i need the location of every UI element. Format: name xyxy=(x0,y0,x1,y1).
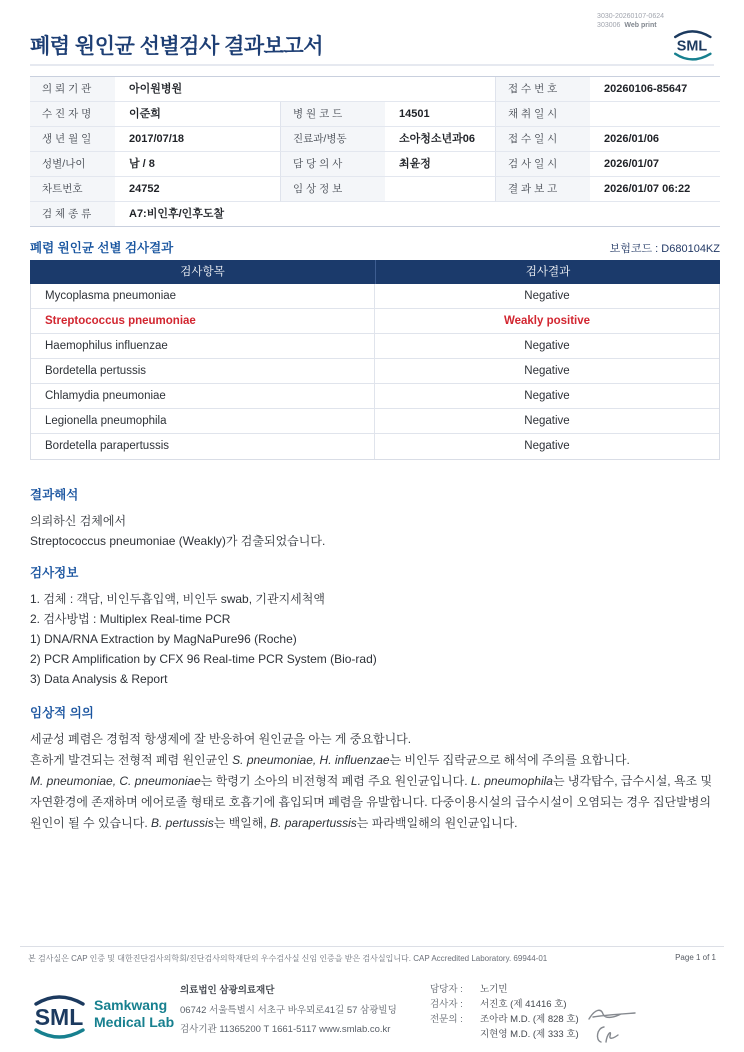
test-result: Negative xyxy=(524,290,570,302)
test-info-line: 1) DNA/RNA Extraction by MagNaPure96 (Roche) xyxy=(30,632,297,646)
staff-role: 검사자 : xyxy=(430,999,463,1010)
test-info-line: 2. 검사방법 : Multiplex Real-time PCR xyxy=(30,612,231,626)
table-row xyxy=(31,434,719,459)
label-test-datetime: 검 사 일 시 xyxy=(495,152,590,177)
staff-name: 노기민 xyxy=(480,984,508,995)
document-number xyxy=(597,12,664,30)
label-dept-ward: 진료과/병동 xyxy=(280,127,385,152)
test-item: Streptococcus pneumoniae xyxy=(31,309,375,333)
signature-icon xyxy=(592,1024,622,1046)
lab-name xyxy=(94,997,174,1031)
table-row-positive xyxy=(31,309,719,334)
test-result: Negative xyxy=(524,340,570,352)
clinical-significance-heading: 임상적 의의 xyxy=(30,706,94,720)
label-requesting-org: 의 뢰 기 관 xyxy=(30,77,115,102)
results-table-header xyxy=(30,260,720,284)
document-number-line1: 3030-20260107-0624 xyxy=(597,13,664,20)
test-result: Negative xyxy=(524,415,570,427)
table-row xyxy=(31,359,719,384)
accreditation-text: 본 검사실은 CAP 인증 및 대한진단검사의학회/진단검사의학재단의 우수검사실 신임 인증을 받은 검사실입니다. CAP Accredited Laboratory. 69944-01 xyxy=(28,954,548,963)
label-clinical-info: 임 상 정 보 xyxy=(280,177,385,202)
value-birth-date: 2017/07/18 xyxy=(115,127,280,152)
svg-text:SML: SML xyxy=(34,1004,84,1030)
label-gender-age: 성별/나이 xyxy=(30,152,115,177)
value-patient-name: 이준희 xyxy=(115,102,280,127)
test-item: Haemophilus influenzae xyxy=(31,334,375,358)
test-item: Chlamydia pneumoniae xyxy=(31,384,375,408)
sml-footer-logo-icon xyxy=(28,992,90,1044)
staff-name: 서진호 (제 41416 호) xyxy=(480,999,567,1010)
label-chart-no: 차트번호 xyxy=(30,177,115,202)
test-info-section xyxy=(30,563,720,689)
column-header-test-result: 검사결과 xyxy=(375,260,720,284)
clinical-significance-section xyxy=(30,703,720,834)
results-section-title: 폐렴 원인균 선별 검사결과 xyxy=(30,241,174,255)
test-item: Bordetella parapertussis xyxy=(31,434,375,459)
test-result: Weakly positive xyxy=(503,315,591,327)
interpretation-line: 의뢰하신 검체에서 xyxy=(30,514,127,528)
value-receipt-datetime: 2026/01/06 xyxy=(590,127,720,152)
value-chart-no: 24752 xyxy=(115,177,280,202)
value-requesting-org: 아이원병원 xyxy=(115,77,495,102)
clinical-paragraph: M. pneumoniae, C. pneumoniae는 학령기 소아의 비전형적 폐렴 주요 원인균입니다. L. pneumophila는 냉각탑수, 급수시설, 욕조 및 자연환경에 존재하며 에어로졸 형태로 호흡기에 흡입되며 폐렴을 유발합니다. 다중이용시설의 급수시설이 오염되는 경우 집단발병의 원인이 될 수 있습니다. B. pertussis는 백일해, B. parapertussis는 파라백일해의 원인균입니다. xyxy=(30,774,713,830)
organization-address: 06742 서울특별시 서초구 바우뫼로41길 57 삼광빌딩 xyxy=(180,1005,397,1016)
insurance-code: 보험코드 : D680104KZ xyxy=(609,243,720,255)
table-row xyxy=(31,409,719,434)
label-collect-datetime: 채 취 일 시 xyxy=(495,102,590,127)
column-header-test-item: 검사항목 xyxy=(180,266,225,278)
table-row xyxy=(31,334,719,359)
value-test-datetime: 2026/01/07 xyxy=(590,152,720,177)
sml-logo-icon xyxy=(668,26,716,64)
result-interpretation-heading: 결과해석 xyxy=(30,488,79,502)
test-item: Mycoplasma pneumoniae xyxy=(31,284,375,308)
page-number: Page 1 of 1 xyxy=(675,953,716,962)
table-row xyxy=(31,284,719,309)
label-patient-name: 수 진 자 명 xyxy=(30,102,115,127)
clinical-paragraph: 흔하게 발견되는 전형적 폐렴 원인균인 S. pneumoniae, H. influenzae는 비인두 집락균으로 해석에 주의를 요합니다. xyxy=(30,753,630,767)
signature-icon xyxy=(585,1005,641,1025)
organization-block xyxy=(180,982,420,1040)
web-print-label: Web print xyxy=(624,22,657,29)
svg-text:SML: SML xyxy=(676,38,708,55)
staff-role xyxy=(430,1027,480,1042)
label-doctor: 담 당 의 사 xyxy=(280,152,385,177)
test-info-heading: 검사정보 xyxy=(30,566,79,580)
results-table xyxy=(30,260,720,460)
interpretation-line: Streptococcus pneumoniae (Weakly)가 검출되었습니다. xyxy=(30,534,326,548)
label-result-report: 결 과 보 고 xyxy=(495,177,590,202)
result-interpretation-section xyxy=(30,485,720,551)
clinical-paragraph: 세균성 폐렴은 경험적 항생제에 잘 반응하여 원인균을 아는 게 중요합니다. xyxy=(30,732,412,746)
test-result: Negative xyxy=(524,390,570,402)
footer-divider xyxy=(20,946,724,947)
staff-row xyxy=(430,982,660,997)
label-hospital-code: 병 원 코 드 xyxy=(280,102,385,127)
staff-name: 조아라 M.D. (제 828 호) xyxy=(480,1014,579,1025)
test-result: Negative xyxy=(524,440,570,452)
value-collect-datetime xyxy=(590,102,720,127)
patient-info-table xyxy=(30,76,720,227)
label-receipt-datetime: 접 수 일 시 xyxy=(495,127,590,152)
label-receipt-no: 접 수 번 호 xyxy=(495,77,590,102)
results-section-header xyxy=(30,238,720,256)
value-result-report: 2026/01/07 06:22 xyxy=(590,177,720,202)
header-divider xyxy=(30,64,714,66)
lab-name-line2: Medical Lab xyxy=(94,1014,175,1030)
staff-role: 전문의 : xyxy=(430,1014,463,1025)
value-specimen-type: A7:비인후/인후도찰 xyxy=(115,202,720,227)
value-clinical-info xyxy=(385,177,495,202)
label-birth-date: 생 년 월 일 xyxy=(30,127,115,152)
page-title: 폐렴 원인균 선별검사 결과보고서 xyxy=(30,35,324,58)
staff-name: 지현영 M.D. (제 333 호) xyxy=(480,1029,579,1040)
document-number-line2: 303006 Web print xyxy=(597,22,657,29)
staff-row xyxy=(430,1027,660,1042)
value-hospital-code: 14501 xyxy=(385,102,495,127)
test-result: Negative xyxy=(524,365,570,377)
test-item: Legionella pneumophila xyxy=(31,409,375,433)
label-specimen-type: 검 체 종 류 xyxy=(30,202,115,227)
staff-role: 담당자 : xyxy=(430,984,463,995)
organization-contact: 검사기관 11365200 T 1661-5117 www.smlab.co.kr xyxy=(180,1024,391,1035)
test-info-line: 1. 검체 : 객담, 비인두흡입액, 비인두 swab, 기관지세척액 xyxy=(30,592,325,606)
table-row xyxy=(31,384,719,409)
value-dept-ward: 소아청소년과06 xyxy=(385,127,495,152)
test-info-line: 2) PCR Amplification by CFX 96 Real-time PCR System (Bio-rad) xyxy=(30,652,377,666)
organization-name: 의료법인 삼광의료재단 xyxy=(180,985,275,996)
value-gender-age: 남 / 8 xyxy=(115,152,280,177)
test-item: Bordetella pertussis xyxy=(31,359,375,383)
test-info-line: 3) Data Analysis & Report xyxy=(30,672,168,686)
lab-name-line1: Samkwang xyxy=(94,997,168,1013)
value-receipt-no: 20260106-85647 xyxy=(590,77,720,102)
value-doctor: 최윤정 xyxy=(385,152,495,177)
